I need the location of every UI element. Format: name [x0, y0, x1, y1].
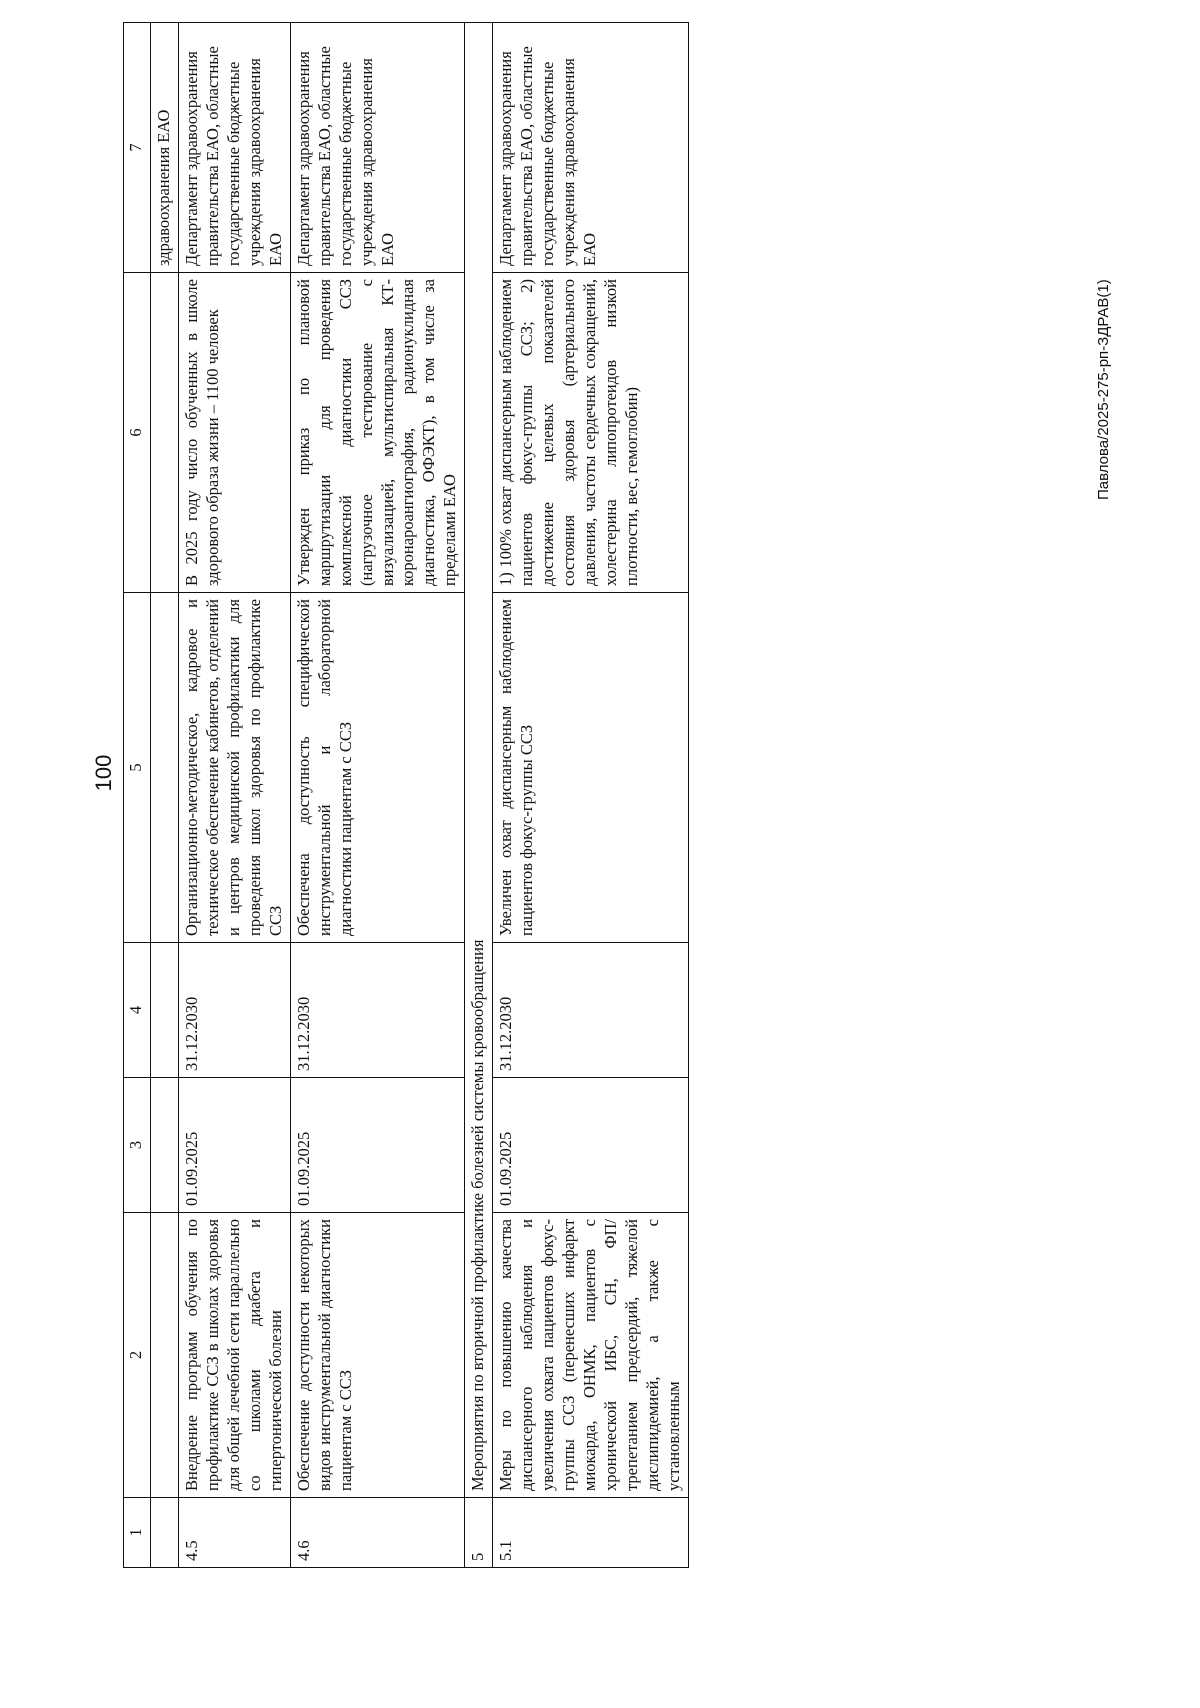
header-cell: 7 [124, 23, 151, 273]
cell-indicator: Утвержден приказ по плановой маршрутизации для проведения комплексной диагностики ССЗ (нагрузочное тестирование с визуализацией, мультиспиральная КТ-коронароангиография, радионуклидная диагностика, ОФЭКТ), в том числе за пределами ЕАО [290, 273, 465, 593]
cell-measure-name: Обеспечение доступности некоторых видов инструментальной диагностики пациентам с ССЗ [290, 1213, 465, 1498]
table-row [290, 23, 465, 1568]
header-cell: 4 [124, 943, 151, 1078]
header-row [124, 23, 151, 1568]
cell-measure-name: Внедрение программ обучения по профилактике ССЗ в школах здоровья для общей лечебной сети параллельно со школами диабета и гипертонической болезни [178, 1213, 290, 1498]
header-cell: 2 [124, 1213, 151, 1498]
continuation-row [151, 23, 179, 1568]
cell-end-date: 31.12.2030 [493, 943, 689, 1078]
header-cell: 5 [124, 593, 151, 943]
cell-measure-name: Меры по повышению качества диспансерного наблюдения и увеличения охвата пациентов фокус-группы ССЗ (перенесших инфаркт миокарда, ОНМК, пациентов с хронической ИБС, СН, ФП/трепетанием предсердий, тяжелой дислипидемией, а также с установленным [493, 1213, 689, 1498]
section-title: Мероприятия по вторичной профилактике болезней системы кровообращения [465, 23, 493, 1498]
cell-number: 4.5 [178, 1498, 290, 1568]
header-cell: 6 [124, 273, 151, 593]
cell-responsible: Департамент здравоохранения правительства ЕАО, областные государственные бюджетные учреждения здравоохранения ЕАО [178, 23, 290, 273]
cell-start-date: 01.09.2025 [290, 1078, 465, 1213]
cell-number: 4.6 [290, 1498, 465, 1568]
cell-result: Обеспечена доступность специфической инструментальной и лабораторной диагностики пациентам с ССЗ [290, 593, 465, 943]
cell-indicator: 1) 100% охват диспансерным наблюдением пациентов фокус-группы ССЗ; 2) достижение целевых показателей состояния здоровья (артериального давления, частоты сердечных сокращений, холестерина липопротеидов низкой плотности, вес, гемоглобин) [493, 273, 689, 593]
header-cell: 1 [124, 1498, 151, 1568]
cell-result: Увеличен охват диспансерным наблюдением пациентов фокус-группы ССЗ [493, 593, 689, 943]
document-footer-code: Павлова/2025-275-рп-ЗДРАВ(1) [1095, 279, 1112, 500]
measures-table [123, 22, 689, 1568]
cell-end-date: 31.12.2030 [178, 943, 290, 1078]
cell-responsible: Департамент здравоохранения правительства ЕАО, областные государственные бюджетные учреждения здравоохранения ЕАО [290, 23, 465, 273]
section-number: 5 [465, 1498, 493, 1568]
table-row [493, 23, 689, 1568]
cell-responsible: Департамент здравоохранения правительства ЕАО, областные государственные бюджетные учреждения здравоохранения ЕАО [493, 23, 689, 273]
cell-number: 5.1 [493, 1498, 689, 1568]
page-number: 100 [91, 754, 116, 792]
cell-start-date: 01.09.2025 [178, 1078, 290, 1213]
cell-start-date: 01.09.2025 [493, 1078, 689, 1213]
header-cell: 3 [124, 1078, 151, 1213]
cell-result: Организационно-методическое, кадровое и техническое обеспечение кабинетов, отделений и центров медицинской профилактики для проведения школ здоровья по профилактике ССЗ [178, 593, 290, 943]
cell-responsible: здравоохранения ЕАО [151, 23, 179, 273]
rotated-page [123, 23, 1088, 1568]
cell-indicator: В 2025 году число обученных в школе здорового образа жизни – 1100 человек [178, 273, 290, 593]
table-row [178, 23, 290, 1568]
section-row [465, 23, 493, 1568]
cell-end-date: 31.12.2030 [290, 943, 465, 1078]
